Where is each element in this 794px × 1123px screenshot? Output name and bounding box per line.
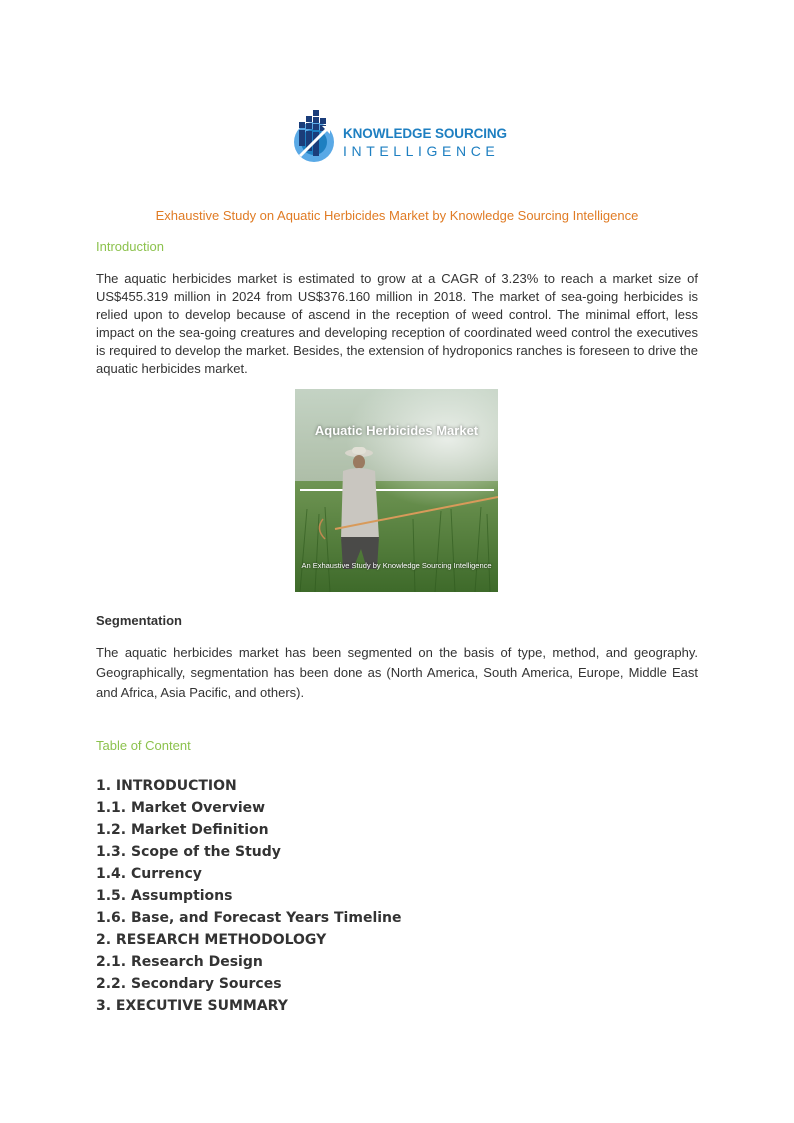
cover-title: Aquatic Herbicides Market [314,423,479,438]
toc-item: 1.4. Currency [96,866,202,882]
introduction-heading: Introduction [96,239,164,254]
toc-item: 1. INTRODUCTION [96,778,237,794]
toc-item: 1.2. Market Definition [96,822,269,838]
toc-item: 1.5. Assumptions [96,888,233,904]
cover-subtitle: An Exhaustive Study by Knowledge Sourcing Intelligence [301,561,492,570]
toc-item: 2.2. Secondary Sources [96,976,282,992]
toc-item: 1.1. Market Overview [96,800,266,816]
toc-item: 2.1. Research Design [96,954,263,970]
logo-mark-icon [290,104,340,166]
logo-text-line1: KNOWLEDGE SOURCING [343,126,507,141]
toc-item: 1.3. Scope of the Study [96,844,281,860]
cover-image [295,389,498,592]
document-title: Exhaustive Study on Aquatic Herbicides Market by Knowledge Sourcing Intelligence [155,208,639,223]
company-logo [290,104,507,166]
toc-item: 3. EXECUTIVE SUMMARY [96,998,288,1014]
toc-item: 1.6. Base, and Forecast Years Timeline [96,910,402,926]
table-of-contents [96,775,402,1017]
logo-text-line2: INTELLIGENCE [343,143,500,159]
introduction-paragraph: The aquatic herbicides market is estimated to grow at a CAGR of 3.23% to reach a market size of US$455.319 million in 2024 from US$376.160 million in 2018. The market of sea-going herbicides is relied upon to develop because of ascend in the reception of weed control. The minimal effort, less impact on the sea-going creatures and developing reception of coordinated weed control the executives is required to develop the market. Besides, the extension of hydroponics ranches is foreseen to drive the aquatic herbicides market. [96,271,698,376]
segmentation-paragraph: The aquatic herbicides market has been segmented on the basis of type, method, and geography. Geographically, segmentation has been done as (North America, South America, Europe, Middle East and Africa, Asia Pacific, and others). [96,645,698,700]
toc-item: 2. RESEARCH METHODOLOGY [96,932,327,948]
segmentation-heading: Segmentation [96,613,182,628]
toc-heading: Table of Content [96,738,191,753]
